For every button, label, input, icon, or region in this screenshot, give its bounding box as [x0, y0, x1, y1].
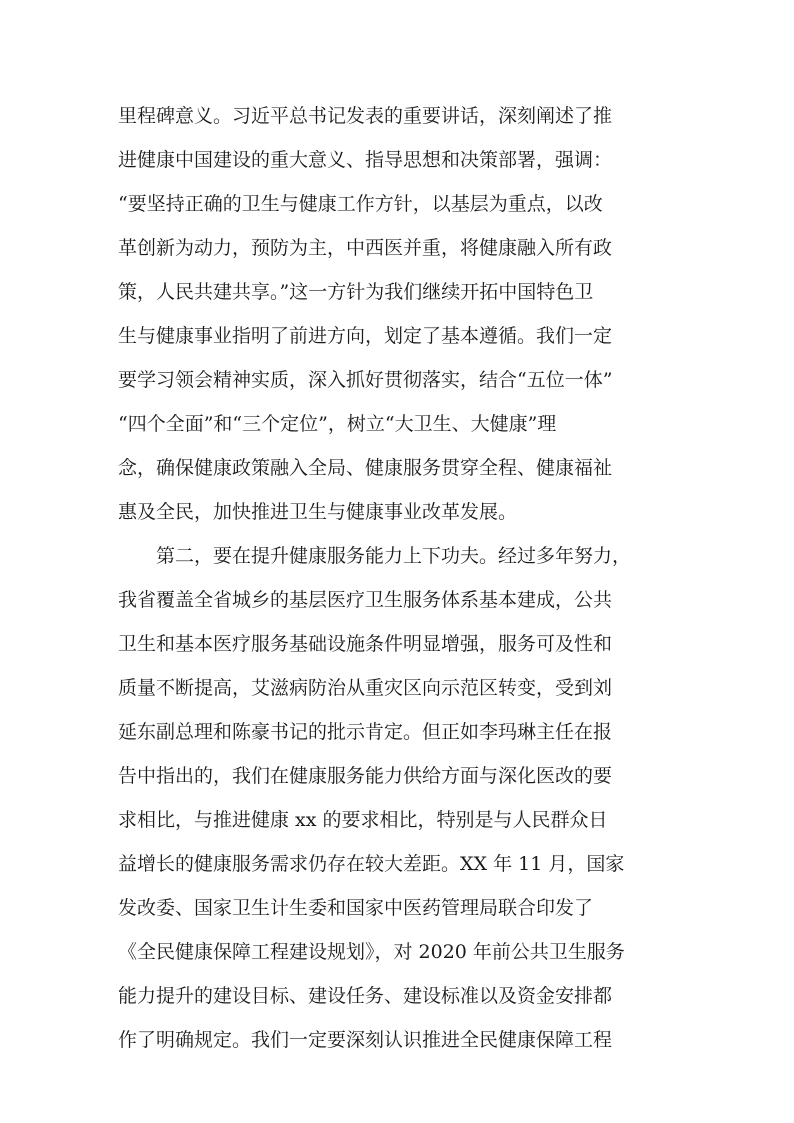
text-line: “四个全面”和“三个定位”，树立“大卫生、大健康”理	[118, 413, 557, 435]
text-line: “要坚持正确的卫生与健康工作方针，以基层为重点，以改	[118, 193, 603, 215]
text-line: 策，人民共建共享。”这一方针为我们继续开拓中国特色卫	[118, 281, 594, 303]
text-line: 我省覆盖全省城乡的基层医疗卫生服务体系基本建成，公共	[118, 589, 613, 611]
text-line: 生与健康事业指明了前进方向，划定了基本遵循。我们一定	[118, 325, 613, 347]
text-line: 能力提升的建设目标、建设任务、建设标准以及资金安排都	[118, 985, 613, 1007]
text-line: 里程碑意义。习近平总书记发表的重要讲话，深刻阐述了推	[118, 105, 613, 127]
text-line: 念，确保健康政策融入全局、健康服务贯穿全程、健康福祉	[118, 457, 613, 479]
text-line: 惠及全民，加快推进卫生与健康事业改革发展。	[118, 501, 518, 523]
text-line: 要学习领会精神实质，深入抓好贯彻落实，结合“五位一体”	[118, 369, 613, 391]
text-line: 作了明确规定。我们一定要深刻认识推进全民健康保障工程	[118, 1029, 613, 1051]
body-text	[118, 94, 678, 1062]
text-line: 求相比，与推进健康 xx 的要求相比，特别是与人民群众日	[118, 809, 608, 831]
text-line: 卫生和基本医疗服务基础设施条件明显增强，服务可及性和	[118, 633, 613, 655]
text-line: 益增长的健康服务需求仍存在较大差距。XX 年 11 月，国家	[118, 853, 625, 875]
text-line: 延东副总理和陈豪书记的批示肯定。但正如李玛琳主任在报	[118, 721, 613, 743]
text-line: 告中指出的，我们在健康服务能力供给方面与深化医改的要	[118, 765, 613, 787]
text-line: 发改委、国家卫生计生委和国家中医药管理局联合印发了	[118, 897, 594, 919]
text-line: 进健康中国建设的重大意义、指导思想和决策部署，强调：	[118, 149, 613, 171]
paragraph-start-line: 第二，要在提升健康服务能力上下功夫。经过多年努力，	[156, 545, 632, 567]
text-line: 《全民健康保障工程建设规划》，对 2020 年前公共卫生服务	[118, 941, 625, 963]
text-line: 革创新为动力，预防为主，中西医并重，将健康融入所有政	[118, 237, 613, 259]
text-line: 质量不断提高，艾滋病防治从重灾区向示范区转变，受到刘	[118, 677, 613, 699]
